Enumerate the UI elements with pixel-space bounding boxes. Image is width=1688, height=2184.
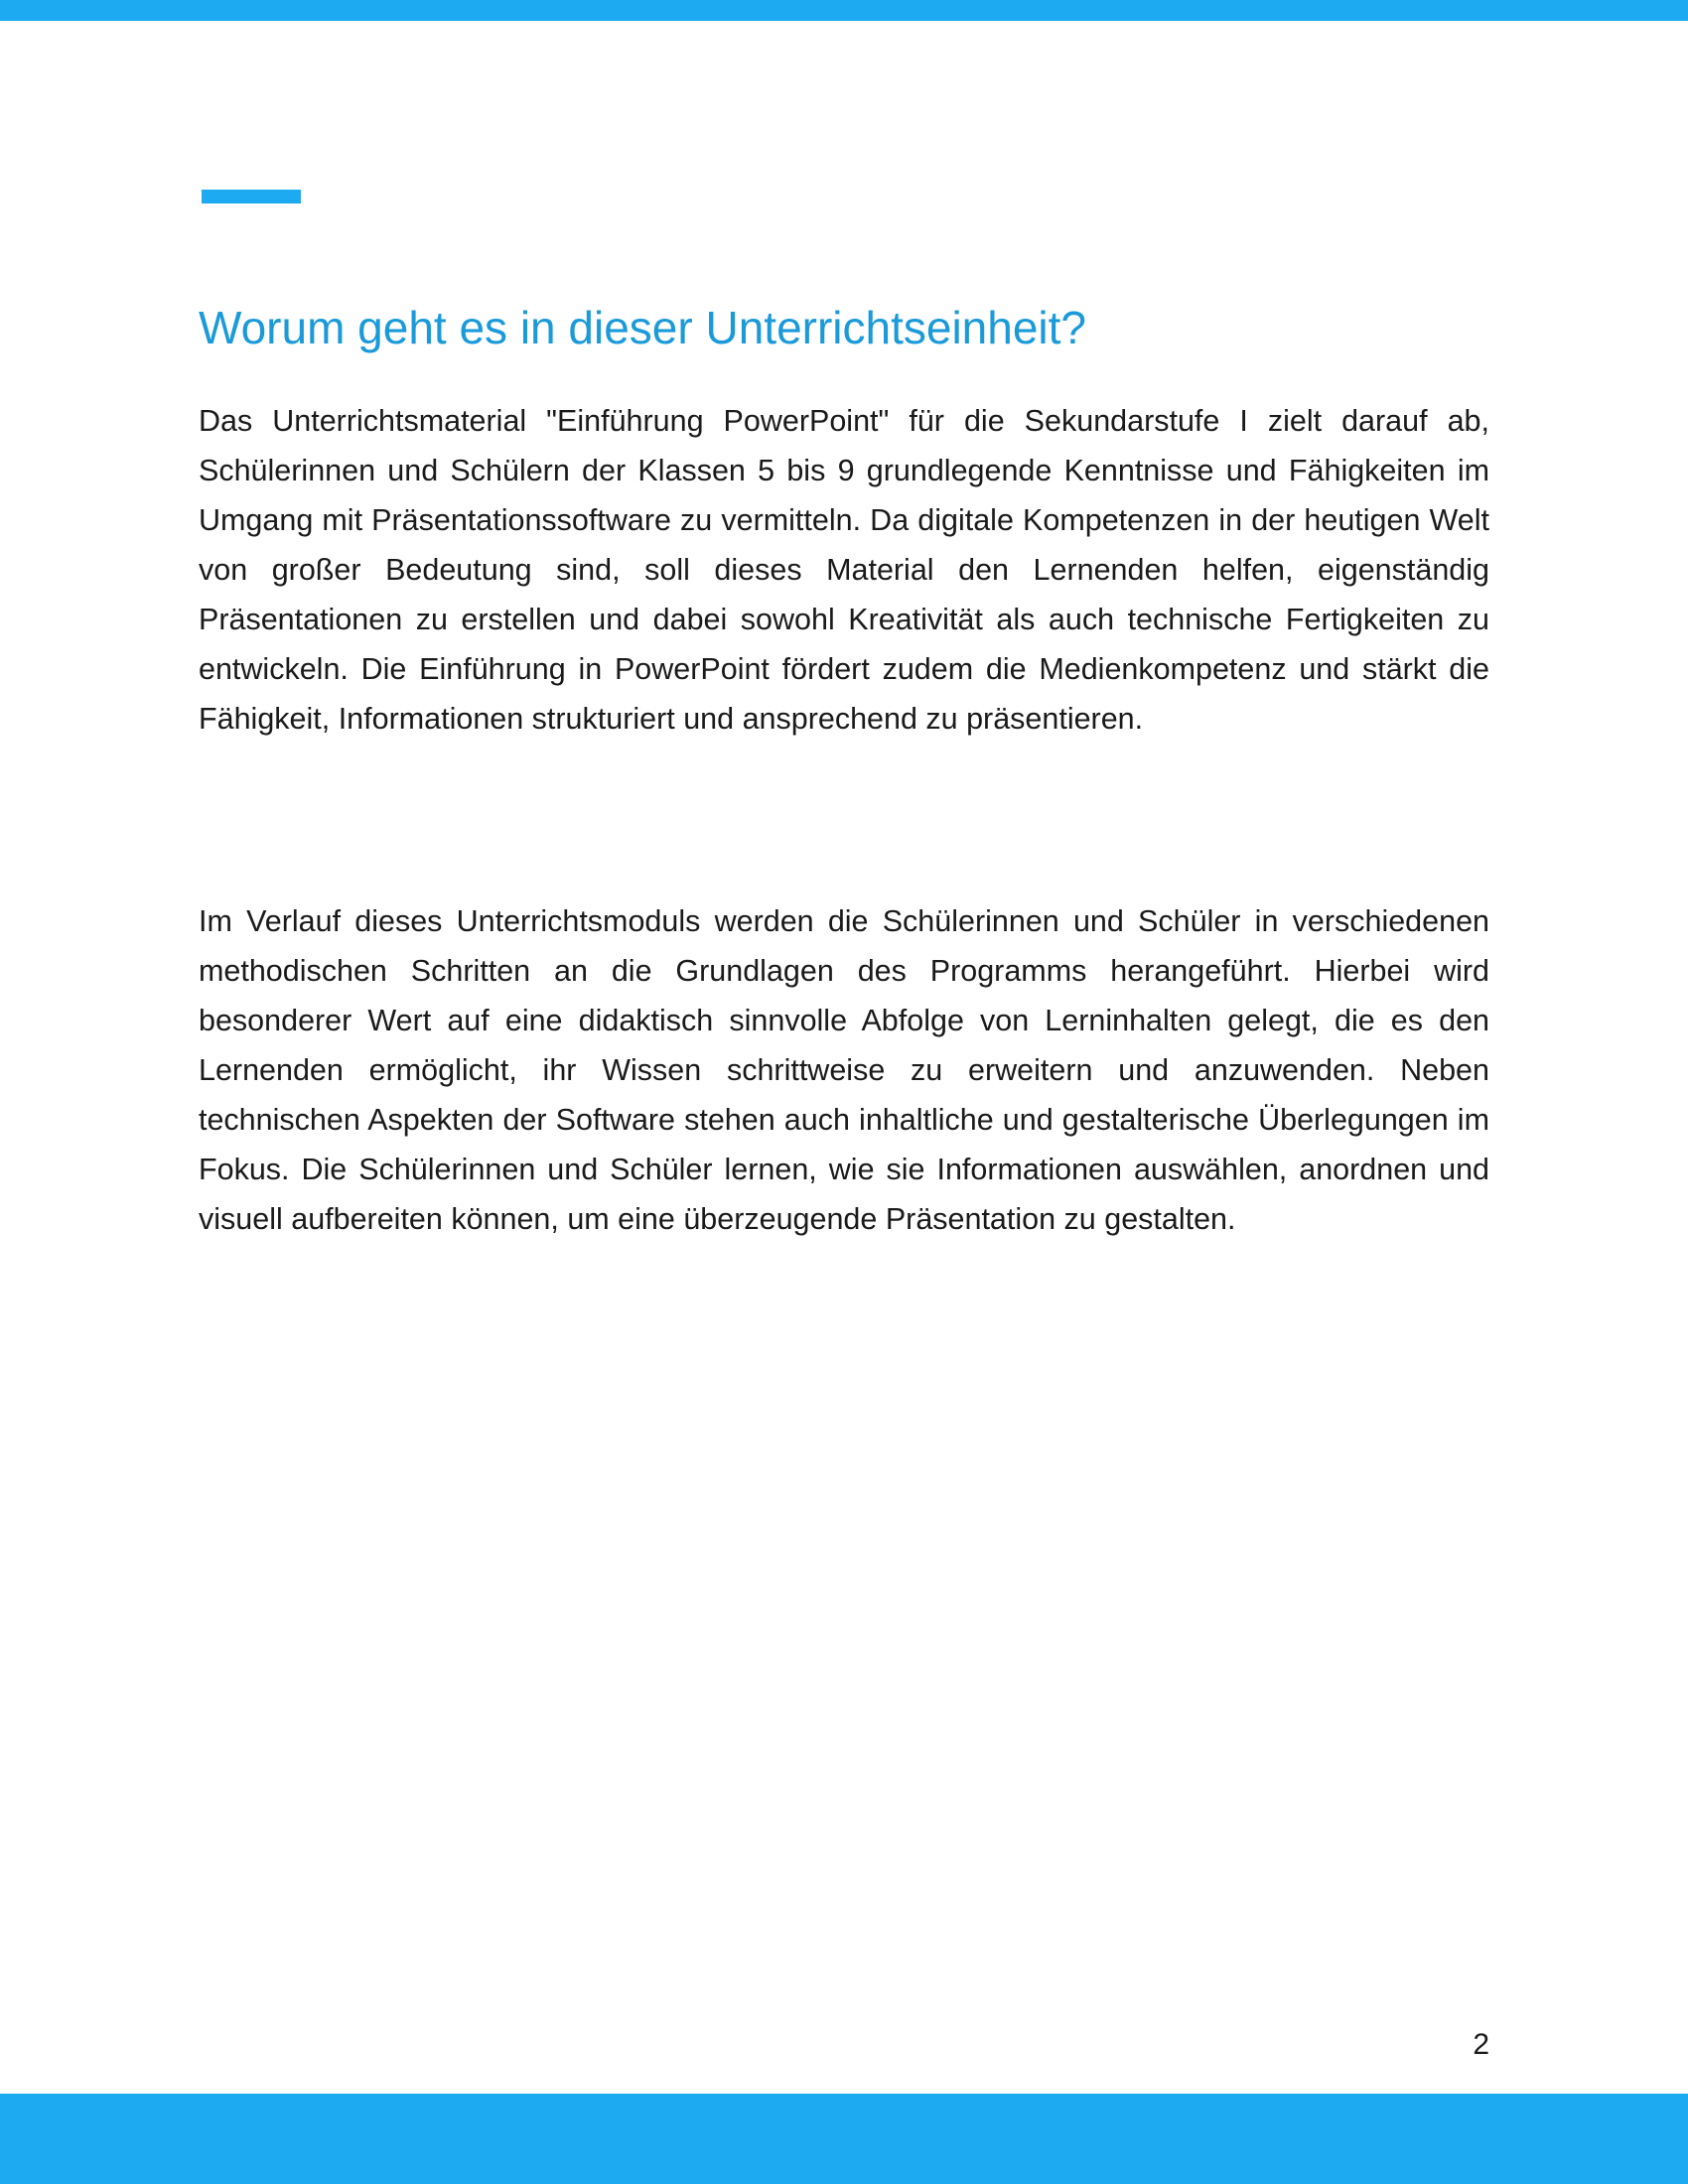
page-number: 2 (1473, 2028, 1489, 2061)
top-accent-bar (0, 0, 1688, 21)
body-paragraph-method: Im Verlauf dieses Unterrichtsmoduls werden die Schülerinnen und Schüler in verschiedenen methodischen Schritten an die Grundlagen des Programms herangeführt. Hierbei wird besonderer Wert auf eine didaktisch sinnvolle Abfolge von Lerninhalten gelegt, die es den Lernenden ermöglicht, ihr Wissen schrittweise zu erweitern und anzuwenden. Neben technischen Aspekten der Software stehen auch inhaltliche und gestalterische Überlegungen im Fokus. Die Schülerinnen und Schüler lernen, wie sie Informationen auswählen, anordnen und visuell aufbereiten können, um eine überzeugende Präsentation zu gestalten. (199, 904, 1489, 1236)
body-paragraph-intro: Das Unterrichtsmaterial "Einführung PowerPoint" für die Sekundarstufe I zielt darauf ab, Schülerinnen und Schülern der Klassen 5 bis 9 grundlegende Kenntnisse und Fähigkeiten im Umgang mit Präsentationssoftware zu vermitteln. Da digitale Kompetenzen in der heutigen Welt von großer Bedeutung sind, soll dieses Material den Lernenden helfen, eigenständig Präsentationen zu erstellen und dabei sowohl Kreativität als auch technische Fertigkeiten zu entwickeln. Die Einführung in PowerPoint fördert zudem die Medienkompetenz und stärkt die Fähigkeit, Informationen strukturiert und ansprechend zu präsentieren. (199, 404, 1489, 736)
section-accent-dash (202, 190, 301, 204)
section-heading: Worum geht es in dieser Unterrichtseinheit? (199, 302, 1087, 353)
bottom-footer-bar (0, 2094, 1688, 2184)
